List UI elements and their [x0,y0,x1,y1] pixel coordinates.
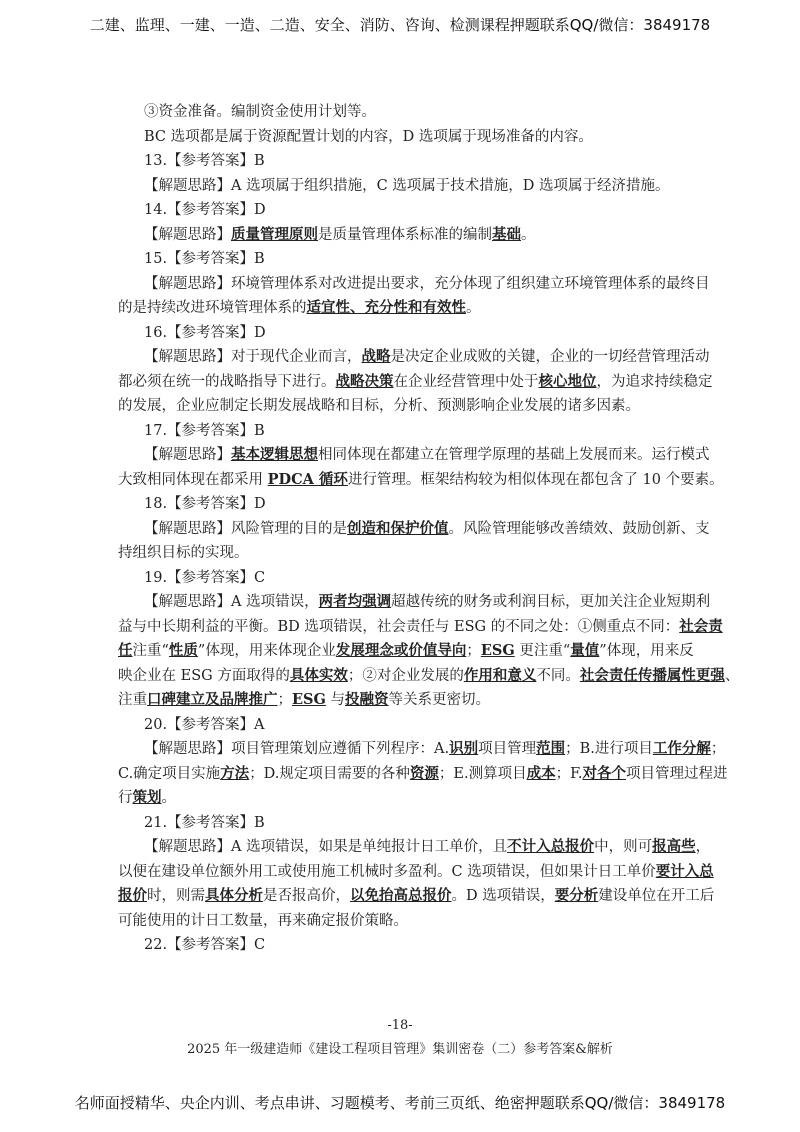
underlined-keyword: 基本逻辑思想 [231,446,318,463]
underlined-keyword: 要计入总 [655,862,714,880]
text-line [118,566,712,591]
text-line [118,664,740,689]
underlined-keyword: 质量管理原则 [231,225,318,243]
underlined-keyword: 社会责任传播属性更强 [579,666,725,684]
text-segment: 【解题思路】对于现代企业而言， [144,349,362,365]
text-segment: ； [710,741,726,757]
text-segment: 22.【参考答案】C [144,937,266,953]
underlined-keyword: 社会责 [679,617,723,635]
text-segment: 都必须在统一的战略指导下进行。 [118,373,336,390]
text-line [118,541,712,566]
text-segment: 不同。 [536,667,580,684]
text-segment: 超越传统的财务或利润目标，更加关注企业短期利 [391,594,711,610]
text-line [118,272,712,297]
text-segment: 建设单位在开工后 [598,888,715,904]
underlined-keyword: 对各个 [582,764,627,782]
text-segment: 【解题思路】风险管理的目的是 [144,520,347,537]
text-segment: 中，则可 [594,839,653,855]
text-line [118,174,712,199]
text-segment: 。风险管理能够改善绩效、鼓励创新、支 [448,520,710,537]
underlined-keyword: 任 [118,642,133,659]
text-segment: 项目管理过程进 [626,765,728,782]
text-segment: ，为追求持续稳定 [596,373,713,390]
text-line [118,811,712,836]
text-segment: 16.【参考答案】D [144,324,266,341]
text-segment: 映企业在 ESG 方面取得的 [118,667,290,684]
answer-explanation-body [118,100,740,958]
text-segment: 18.【参考答案】D [144,496,266,512]
text-segment: 相同体现在都建立在管理学原理的基础上发展而来。运行模式 [318,447,710,463]
text-segment: ；E.测算项目 [438,765,527,782]
underlined-keyword: 工作分解 [652,740,711,757]
text-segment: 等关系更密切。 [388,692,491,708]
text-segment: 15.【参考答案】B [144,251,265,267]
underlined-keyword: 不计入总报价 [507,838,595,855]
text-line [118,394,712,419]
text-segment: 是否报高价， [263,888,350,904]
text-segment: 在企业经营管理中处于 [393,373,539,390]
text-segment: 【解题思路】环境管理体系对改进提出要求，充分体现了组织建立环境管理体系的最终目 [144,275,710,292]
text-line [118,590,712,615]
underlined-keyword: 具体分析 [205,887,263,904]
text-segment: ；B.进行项目 [565,741,653,757]
text-line [118,737,726,762]
text-line [118,321,712,346]
underlined-keyword: 战略 [361,348,391,365]
text-segment: ”体现，用来体现企业 [197,643,336,659]
text-line [118,100,712,125]
text-segment: 注重“ [132,643,169,659]
text-segment: 13.【参考答案】B [144,153,265,169]
text-line [118,296,712,321]
text-segment: 【解题思路】 [144,447,231,463]
text-line [118,884,715,909]
underlined-keyword: 具体实效 [289,666,348,684]
text-segment: 。 [466,300,481,316]
underlined-keyword: 要分析 [554,887,599,904]
text-line [118,517,712,542]
underlined-keyword: 以免抬高总报价 [350,887,452,904]
text-segment: ； [466,643,481,659]
text-segment: 与 [325,692,346,708]
text-line [118,443,712,468]
text-line [118,933,712,958]
text-line [118,786,712,811]
underlined-keyword: 基础 [492,225,521,243]
underlined-keyword: 方法 [220,764,250,782]
text-line [118,639,712,664]
text-segment: 17.【参考答案】B [144,422,265,439]
text-segment: 【解题思路】 [144,226,231,243]
text-line [118,909,712,934]
text-line [118,125,712,150]
text-line [118,247,712,272]
text-line [118,860,712,885]
text-segment: 20.【参考答案】A [144,716,265,733]
text-segment: ；②对企业发展的 [347,667,464,684]
text-segment: 以便在建设单位额外用工或使用施工机械时多盈利。C 选项错误，但如果计日工单价 [118,863,656,880]
text-line [118,419,712,444]
text-segment: 【解题思路】A 选项属于组织措施，C 选项属于技术措施，D 选项属于经济措施。 [144,177,670,194]
text-segment: 持组织目标的实现。 [118,545,249,561]
page-header-banner: 二建、监理、一建、一造、二造、安全、消防、咨询、检测课程押题联系QQ/微信：3849178 [89,16,711,34]
text-segment: ， [695,839,711,855]
underlined-keyword: 口碑建立及品牌推广 [147,691,278,708]
underlined-keyword: 创造和保护价值 [347,519,449,537]
text-line [118,688,712,713]
text-segment: 益与中长期利益的平衡。BD 选项错误，社会责任与 ESG 的不同之处：①侧重点不同： [118,618,680,635]
text-segment: 大致相同体现在都采用 [118,471,268,488]
text-segment: ③资金准备。编制资金使用计划等。 [144,104,376,120]
text-line [118,149,712,174]
text-segment: 【解题思路】A 选项错误， [144,594,319,610]
underlined-keyword: 识别 [449,740,479,757]
underlined-keyword: PDCA 循环 [267,470,348,488]
text-segment: 行 [118,790,133,806]
page-number: -18- [387,1018,413,1033]
text-line [118,835,712,860]
underlined-keyword: 策划 [132,789,162,806]
underlined-keyword: 性质 [168,642,198,659]
underlined-keyword: ESG [480,642,515,659]
underlined-keyword: 量值 [570,642,600,659]
underlined-keyword: 核心地位 [538,372,597,390]
text-line [118,370,712,395]
text-segment: 。 [521,226,536,243]
text-segment: ；F. [555,765,583,782]
text-line [118,713,712,738]
text-segment: 。D 选项错误， [451,888,555,904]
text-line [118,762,728,787]
underlined-keyword: 资源 [409,764,439,782]
underlined-keyword: 报高些 [652,838,696,855]
underlined-keyword: 战略决策 [335,372,394,390]
underlined-keyword: 投融资 [345,691,389,708]
underlined-keyword: 两者均强调 [318,593,392,610]
text-segment: 。 [161,790,176,806]
page-footer-banner: 名师面授精华、央企内训、考点串讲、习题模考、考前三页纸、绝密押题联系QQ/微信：3849178 [74,1094,726,1112]
underlined-keyword: 报价 [118,887,147,904]
text-segment: C.确定项目实施 [118,765,221,782]
text-segment: 是质量管理体系标准的编制 [318,226,492,243]
text-segment: 时，则需 [147,888,205,904]
text-segment: ；D.规定项目需要的各种 [249,765,410,782]
text-line [118,468,724,493]
document-subtitle: 2025 年一级建造师《建设工程项目管理》集训密卷（二）参考答案&解析 [187,1042,613,1057]
text-line [118,198,712,223]
text-segment: BC 选项都是属于资源配置计划的内容，D 选项属于现场准备的内容。 [144,128,593,145]
text-line [118,492,712,517]
underlined-keyword: 成本 [526,764,556,782]
text-segment: 19.【参考答案】C [144,569,266,586]
text-segment: 14.【参考答案】D [144,202,266,218]
text-segment: 是决定企业成败的关键，企业的一切经营管理活动 [390,349,710,365]
text-segment: 更注重“ [514,643,571,659]
underlined-keyword: 作用和意义 [463,666,537,684]
underlined-keyword: 适宜性、充分性和有效性 [306,299,466,316]
text-segment: ”体现，用来反 [599,643,694,659]
text-line [118,223,712,248]
underlined-keyword: 范围 [536,740,566,757]
text-segment: 21.【参考答案】B [144,814,265,831]
text-segment: 的是持续改进环境管理体系的 [118,300,307,316]
text-segment: 的发展，企业应制定长期发展战略和目标，分析、预测影响企业发展的诸多因素。 [118,398,640,414]
text-segment: 、 [724,667,740,684]
text-line [118,615,723,640]
text-segment: 可能使用的计日工数量，再来确定报价策略。 [118,912,408,929]
underlined-keyword: 发展理念或价值导向 [335,642,467,659]
text-segment: 进行管理。框架结构较为相似体现在都包含了 10 个要素。 [347,471,724,488]
text-segment: 注重 [118,692,147,708]
underlined-keyword: ESG [292,691,326,708]
text-segment: 【解题思路】A 选项错误，如果是单纯报计日工单价，且 [144,839,508,855]
text-segment: ； [277,692,292,708]
text-segment: 项目管理 [478,741,537,757]
text-line [118,345,712,370]
text-segment: 【解题思路】项目管理策划应遵循下列程序：A. [144,741,450,757]
